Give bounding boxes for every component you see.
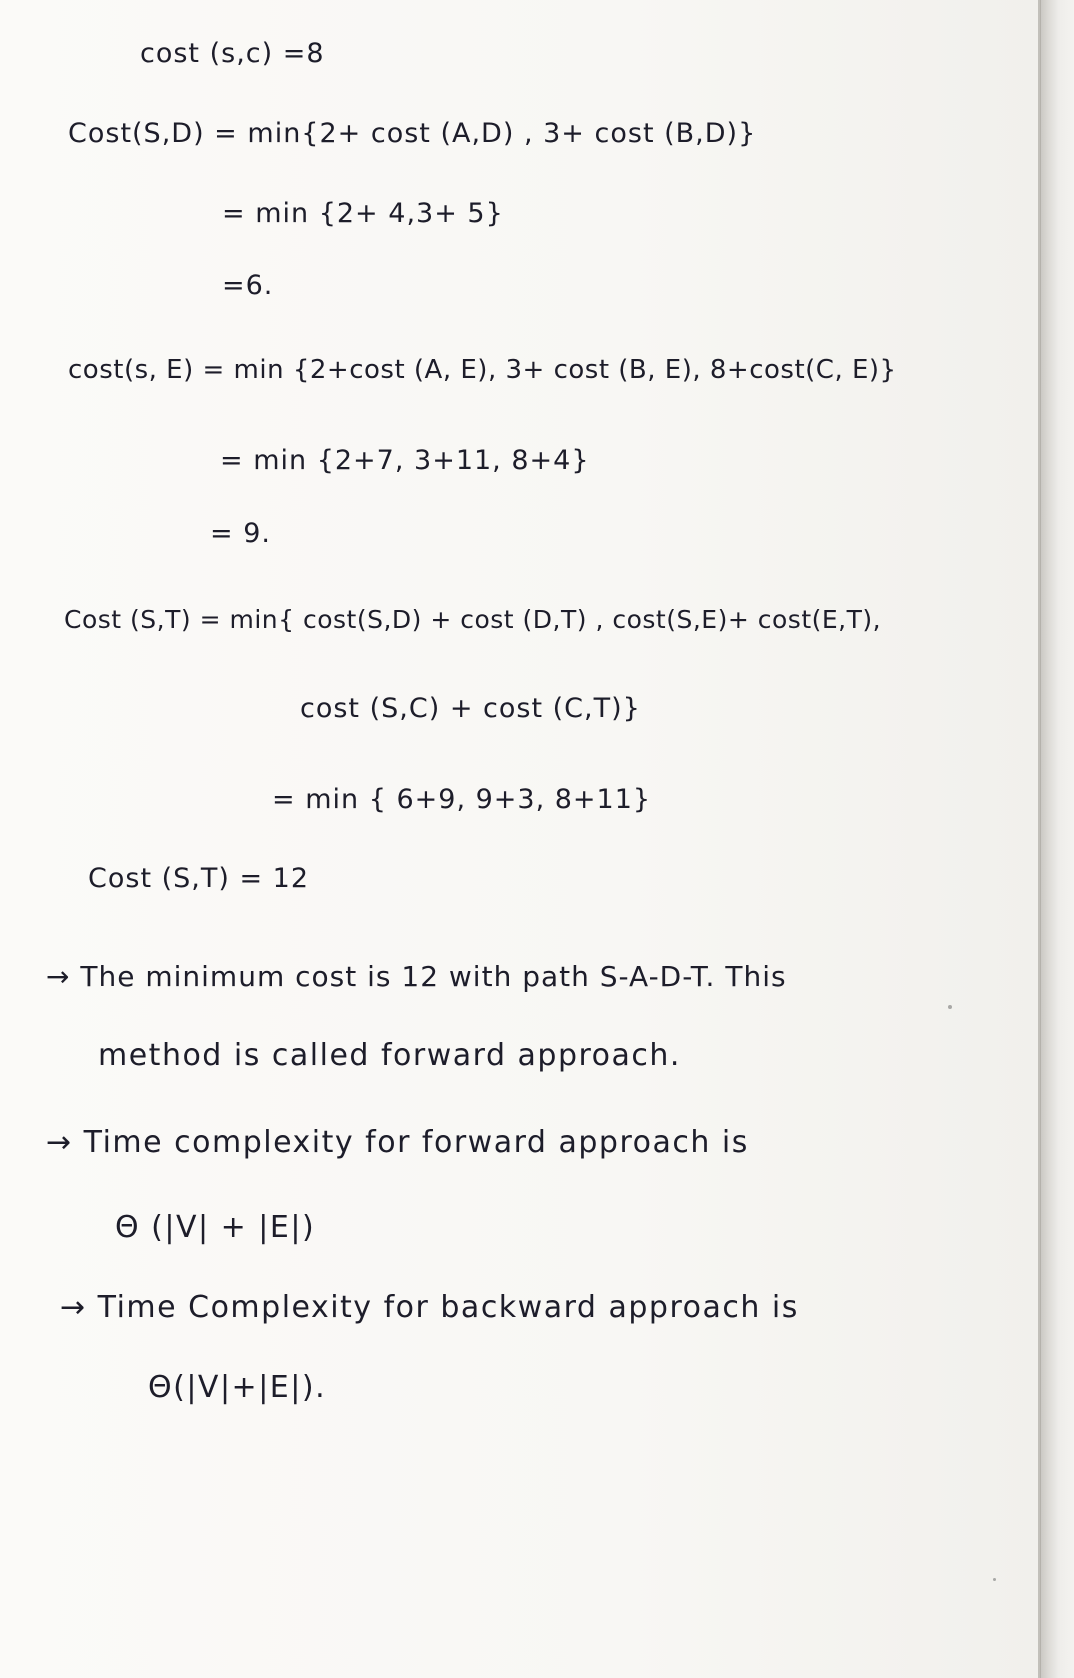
handwritten-line-14: → Time complexity for forward approach is <box>46 1125 749 1160</box>
handwritten-line-13: method is called forward approach. <box>98 1038 681 1073</box>
handwritten-line-3: = min {2+ 4,3+ 5} <box>222 198 504 229</box>
handwritten-line-1: cost (s,c) =8 <box>140 38 325 69</box>
handwritten-line-8: Cost (S,T) = min{ cost(S,D) + cost (D,T) , cost(S,E)+ cost(E,T), <box>64 605 882 634</box>
handwritten-line-4: =6. <box>222 270 274 301</box>
handwritten-line-15: Θ (|V| + |E|) <box>115 1210 316 1245</box>
paper-speck <box>948 1005 952 1009</box>
handwritten-line-10: = min { 6+9, 9+3, 8+11} <box>272 784 652 815</box>
page-edge-shadow <box>1040 0 1074 1678</box>
handwritten-line-11: Cost (S,T) = 12 <box>88 863 310 894</box>
handwritten-line-6: = min {2+7, 3+11, 8+4} <box>220 445 590 476</box>
page-binding-line <box>1038 0 1041 1678</box>
handwritten-line-7: = 9. <box>210 518 271 549</box>
paper-speck <box>993 1578 996 1581</box>
handwritten-line-9: cost (S,C) + cost (C,T)} <box>300 693 641 724</box>
handwritten-line-17: Θ(|V|+|E|). <box>148 1370 327 1405</box>
handwritten-line-2: Cost(S,D) = min{2+ cost (A,D) , 3+ cost (B,D)} <box>68 118 757 149</box>
handwritten-line-12: → The minimum cost is 12 with path S-A-D-T. This <box>46 960 787 993</box>
handwritten-line-16: → Time Complexity for backward approach is <box>60 1290 799 1325</box>
handwritten-line-5: cost(s, E) = min {2+cost (A, E), 3+ cost (B, E), 8+cost(C, E)} <box>68 355 897 385</box>
